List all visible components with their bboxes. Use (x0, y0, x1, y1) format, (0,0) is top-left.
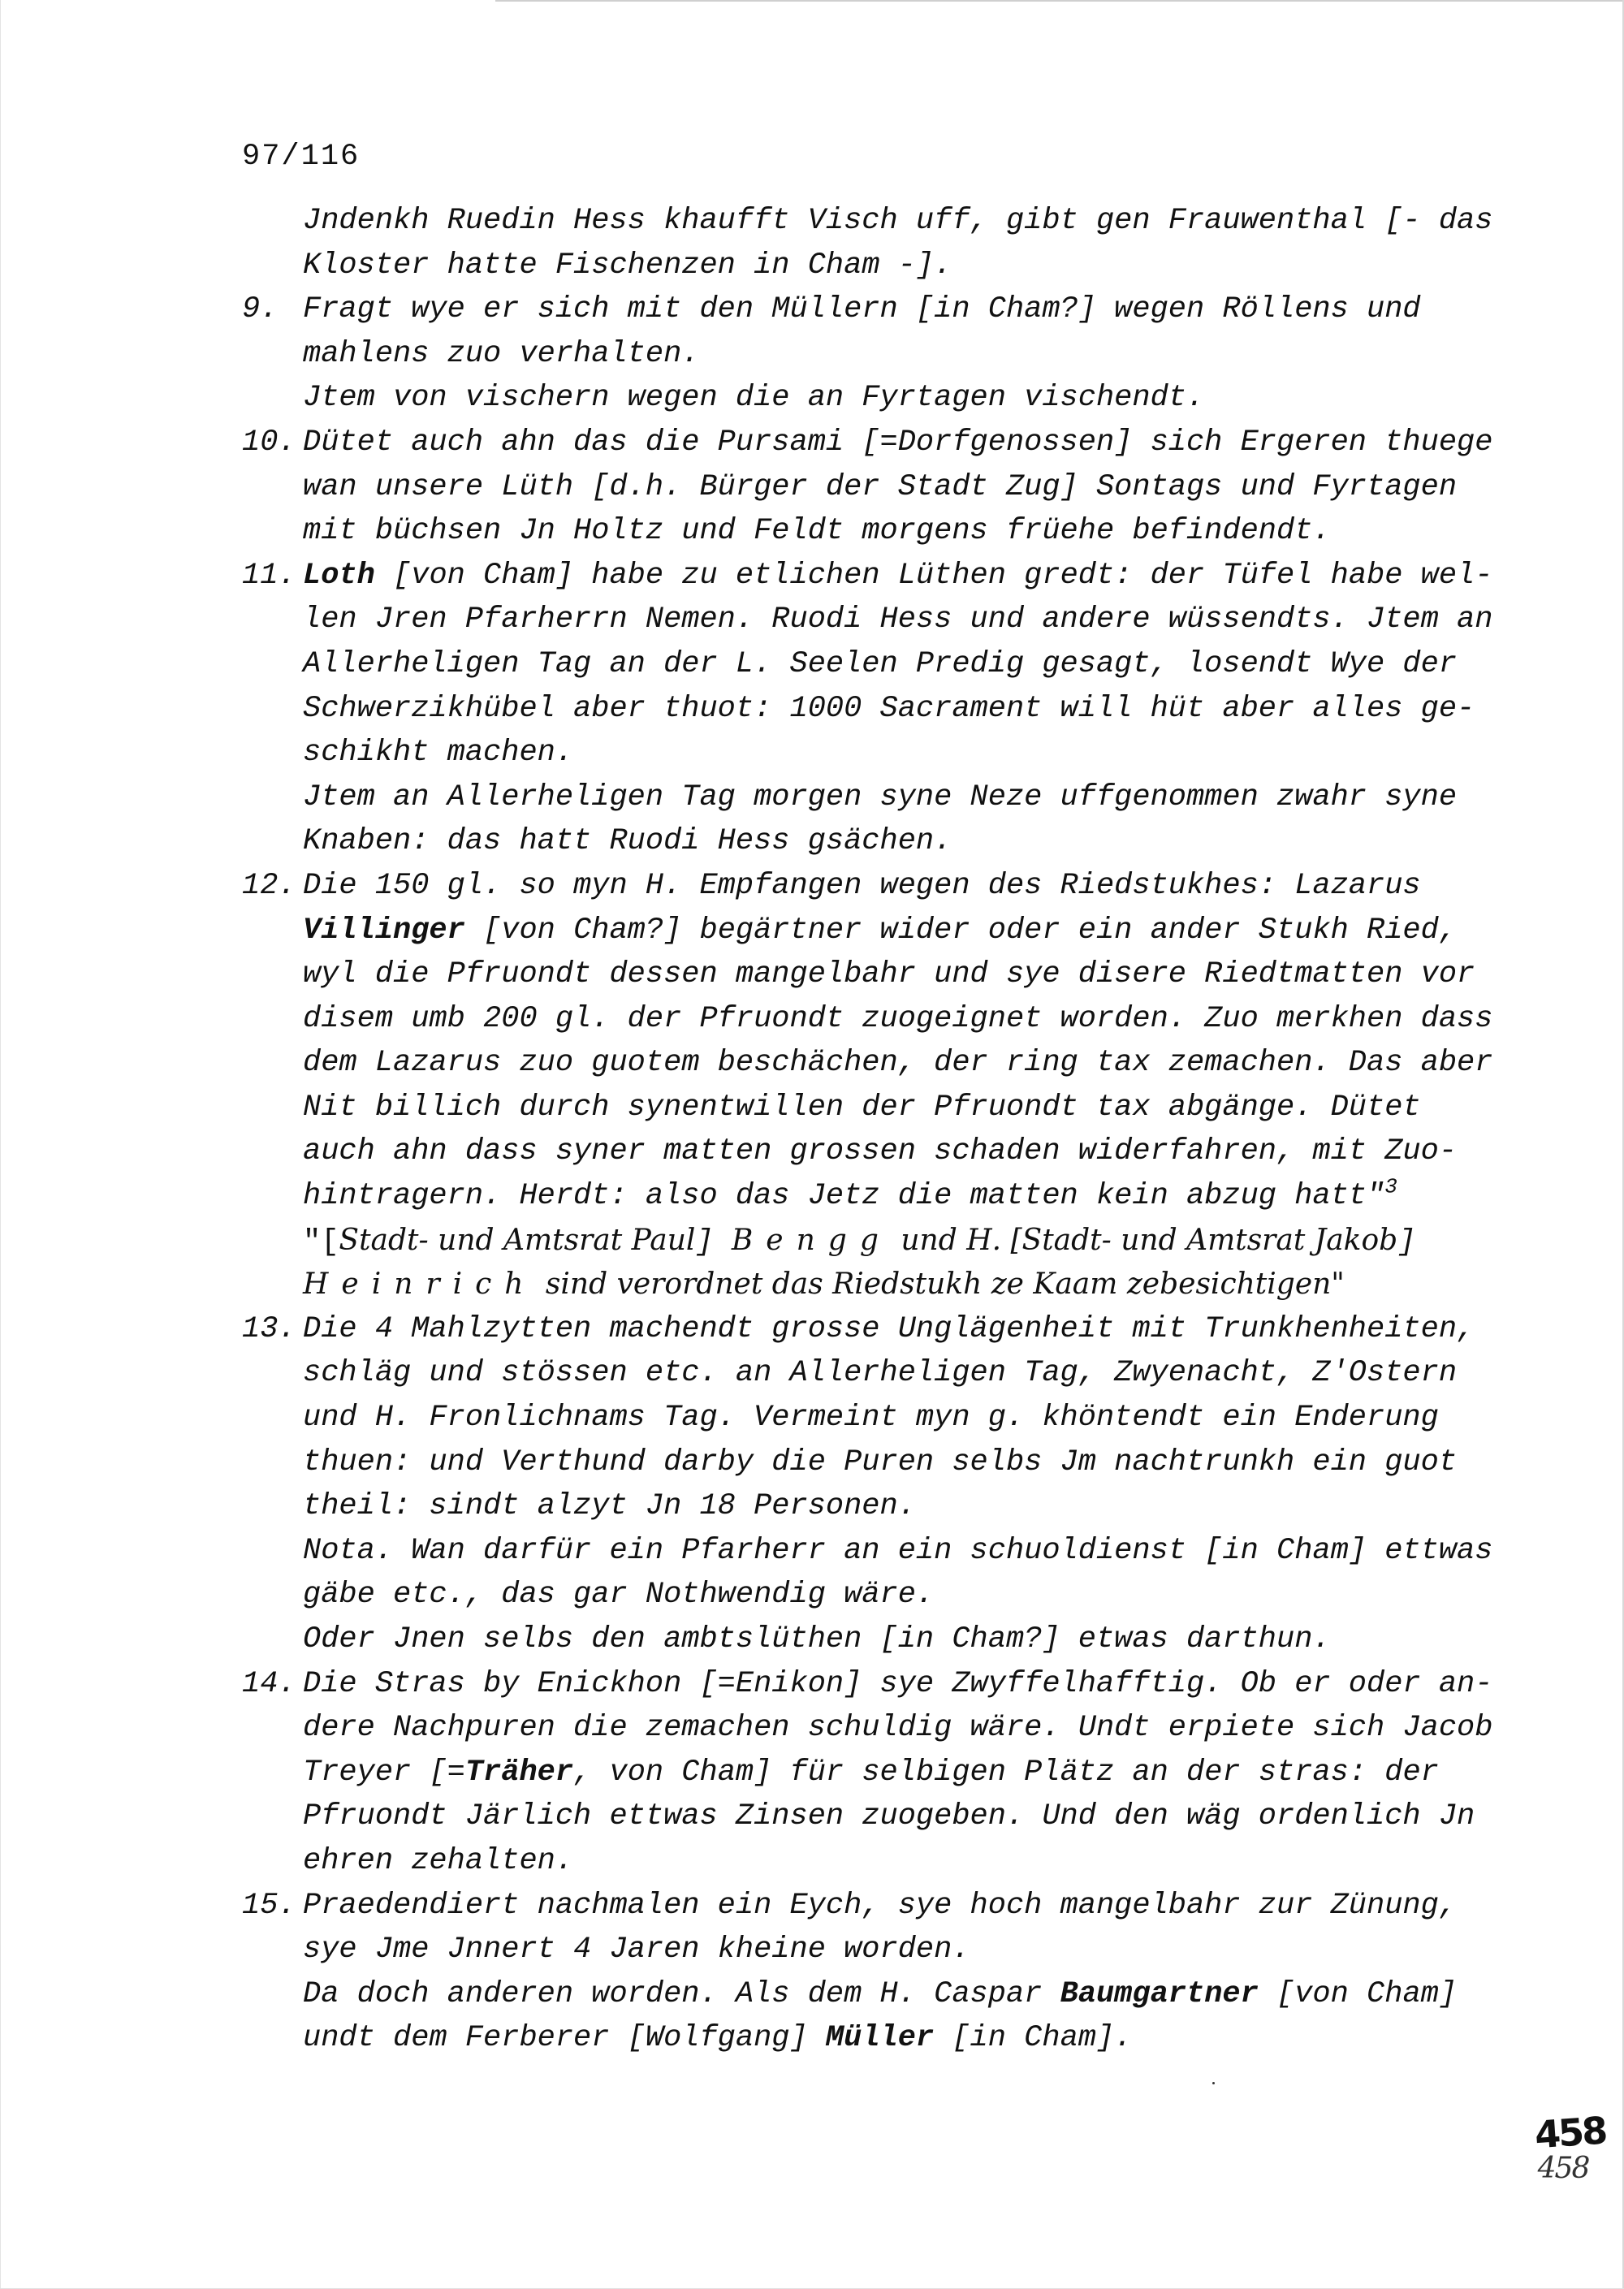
text-line: 9. Fragt wye er sich mit den Müllern [in Cham?] wegen Röllens und (242, 287, 1574, 332)
text-line: hintragern. Herdt: also das Jetz die matten kein abzug hatt"$^3$ (303, 1174, 1397, 1214)
text-line: len Jren Pfarherrn Nemen. Ruodi Hess und andere wüssendts. Jtem an (303, 602, 1493, 637)
text-line: 14. Die Stras by Enickhon [=Enikon] sye Zwyffelhafftig. Ob er oder an- (242, 1662, 1574, 1707)
text-line: 11. Loth [von Cham] habe zu etlichen Lüthen gredt: der Tüfel habe wel- (242, 554, 1574, 598)
stamped-number: 458 (1533, 2108, 1607, 2157)
text-line: mahlens zuo verhalten. (303, 336, 700, 371)
item-number: 10. (242, 425, 296, 460)
text-line: Oder Jnen selbs den ambtslüthen [in Cham?] etwas darthun. (303, 1622, 1331, 1656)
text-line: auch ahn dass syner matten grossen schaden widerfahren, mit Zuo- (303, 1134, 1458, 1169)
scan-border-left (0, 0, 1, 2289)
text-line: dere Nachpuren die zemachen schuldig wäre. Undt erpiete sich Jacob (303, 1711, 1493, 1746)
text-line: schläg und stössen etc. an Allerheligen Tag, Zwyenacht, Z'Ostern (303, 1356, 1458, 1391)
text-line: 13. Die 4 Mahlzytten machendt grosse Unglägenheit mit Trunkhenheiten, (242, 1307, 1574, 1352)
text-line: 12. Die 150 gl. so myn H. Empfangen wegen des Riedstukhes: Lazarus (242, 864, 1574, 909)
handwritten-line: Heinrich sind verordnet das Riedstukh ze Kaam zebesichtigen" (303, 1268, 1345, 1302)
handwritten-line: "[Stadt- und Amtsrat Paul] Bengg und H. [Stadt- und Amtsrat Jakob] (303, 1223, 1416, 1259)
person-name-bold: Loth (303, 558, 375, 593)
text-line: 15. Praedendiert nachmalen ein Eych, sye hoch mangelbahr zur Zünung, (242, 1884, 1574, 1928)
page-number-stamp (1533, 2108, 1607, 2185)
text-line: wyl die Pfruondt dessen mangelbahr und sye disere Riedtmatten vor (303, 957, 1475, 992)
scan-border-top (495, 0, 1624, 2)
person-name-bold: Baumgartner (1060, 1976, 1259, 2011)
text-line: Jtem von vischern wegen die an Fyrtagen vischendt. (303, 381, 1205, 416)
item-number: 9. (242, 292, 279, 327)
text-line: mit büchsen Jn Holtz und Feldt morgens früehe befindendt. (303, 514, 1331, 549)
text-line: Kloster hatte Fischenzen in Cham -]. (303, 248, 952, 283)
text-line: Da doch anderen worden. Als dem H. Caspar Baumgartner [von Cham] (303, 1976, 1458, 2011)
text-line: dem Lazarus zuo guotem beschächen, der ring tax zemachen. Das aber (303, 1046, 1493, 1081)
item-number: 11. (242, 558, 296, 593)
text-line: disem umb 200 gl. der Pfruondt zuogeignet worden. Zuo merkhen dass (303, 1001, 1493, 1036)
document-body (242, 199, 1574, 2061)
text-line: Jtem an Allerheligen Tag morgen syne Neze uffgenommen zwahr syne (303, 780, 1458, 814)
text-line: gäbe etc., das gar Nothwendig wäre. (303, 1578, 935, 1613)
text-line: undt dem Ferberer [Wolfgang] Müller [in Cham]. (303, 2021, 1133, 2056)
handwritten-number: 458 (1537, 2152, 1589, 2185)
text-line: theil: sindt alzyt Jn 18 Personen. (303, 1489, 916, 1524)
text-line: Nota. Wan darfür ein Pfarherr an ein schuoldienst [in Cham] ettwas (303, 1533, 1493, 1568)
item-number: 14. (242, 1666, 296, 1701)
text-line: Villinger [von Cham?] begärtner wider oder ein ander Stukh Ried, (303, 913, 1458, 948)
person-name-bold: Villinger (303, 913, 465, 948)
text-line: Nit billich durch synentwillen der Pfruondt tax abgänge. Dütet (303, 1090, 1421, 1125)
person-name-bold: Träher (464, 1755, 574, 1790)
item-number: 15. (242, 1888, 296, 1923)
item-number: 12. (242, 868, 296, 903)
text-line: Pfruondt Järlich ettwas Zinsen zuogeben. Und den wäg ordenlich Jn (303, 1799, 1475, 1834)
text-line: sye Jme Jnnert 4 Jaren kheine worden. (303, 1933, 970, 1967)
text-line: Knaben: das hatt Ruodi Hess gsächen. (303, 824, 952, 859)
person-name-bold: Müller (825, 2021, 935, 2056)
item-number: 13. (242, 1311, 296, 1346)
text-line: schikht machen. (303, 736, 574, 771)
text-line: wan unsere Lüth [d.h. Bürger der Stadt Zug] Sontags und Fyrtagen (303, 469, 1458, 504)
text-line: thuen: und Verthund darby die Puren selbs Jm nachtrunkh ein guot (303, 1445, 1458, 1479)
text-line: 10. Dütet auch ahn das die Pursami [=Dorfgenossen] sich Ergeren thuege (242, 421, 1574, 465)
text-line: Allerheligen Tag an der L. Seelen Predig gesagt, losendt Wye der (303, 646, 1458, 681)
text-line: Treyer [=Träher, von Cham] für selbigen Plätz an der stras: der (303, 1755, 1439, 1790)
footnote-marker: 3 (1384, 1174, 1397, 1199)
page-reference: 97/116 (242, 140, 361, 174)
text-line: Schwerzikhübel aber thuot: 1000 Sacrament will hüt aber alles ge- (303, 691, 1475, 726)
ink-speck (1212, 2082, 1215, 2084)
text-line: Jndenkh Ruedin Hess khaufft Visch uff, gibt gen Frauwenthal [- das (303, 204, 1493, 238)
text-line: und H. Fronlichnams Tag. Vermeint myn g. khöntendt ein Enderung (303, 1401, 1439, 1436)
text-line: ehren zehalten. (303, 1843, 574, 1878)
